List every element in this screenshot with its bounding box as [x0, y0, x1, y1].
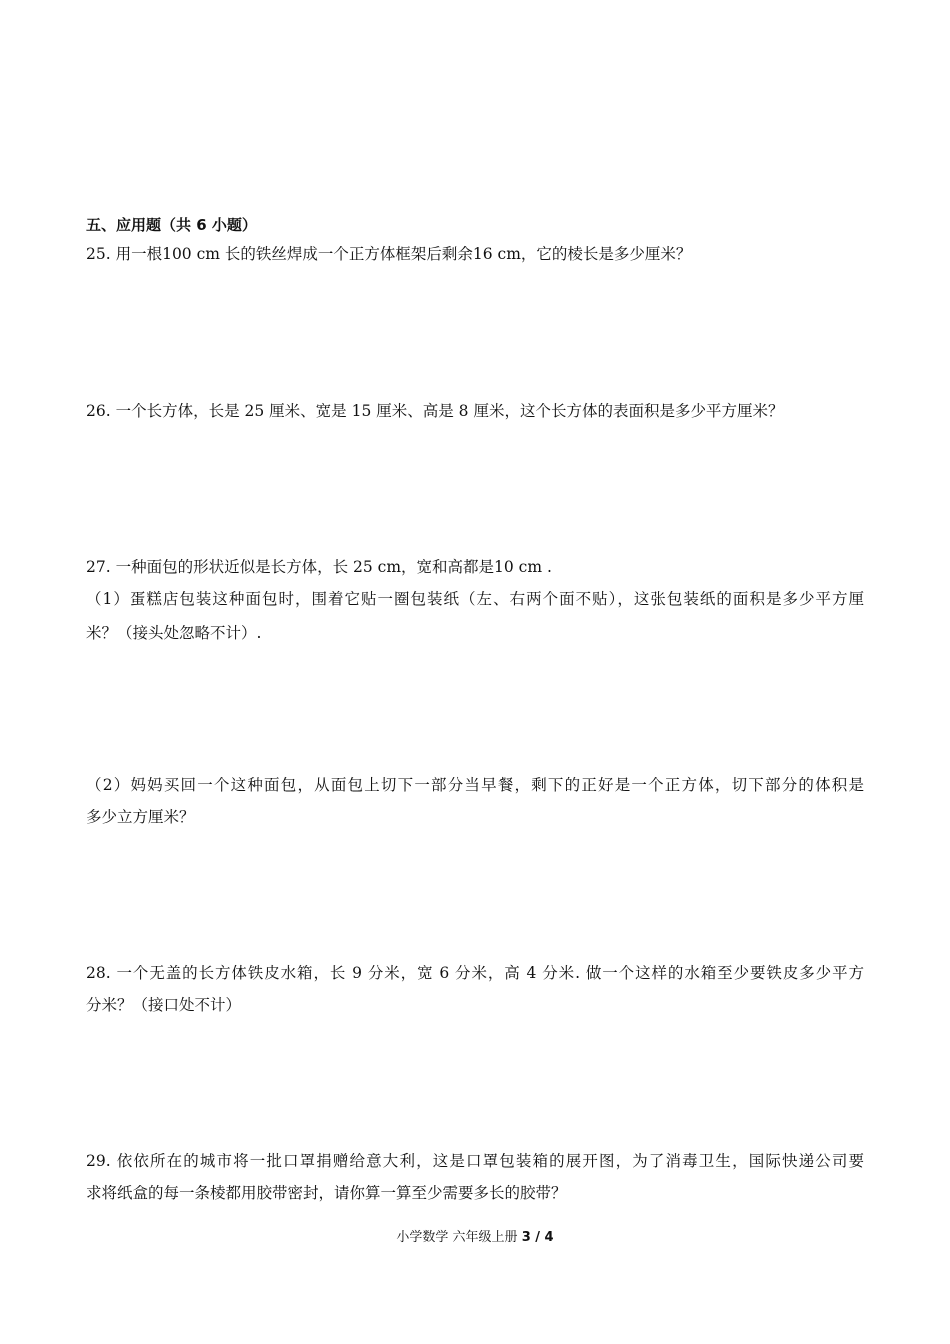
question-27-part-1-line-1: （1）蛋糕店包装这种面包时，围着它贴一圈包装纸（左、右两个面不贴），这张包装纸的面积是多少平方厘 — [86, 590, 864, 608]
question-29-line-1: 29. 依依所在的城市将一批口罩捐赠给意大利，这是口罩包装箱的展开图，为了消毒卫生，国际快递公司要 — [86, 1152, 864, 1170]
page-footer — [0, 1228, 950, 1248]
page-number: 3 / 4 — [521, 1230, 554, 1245]
question-25: 25. 用一根100 cm 长的铁丝焊成一个正方体框架后剩余16 cm，它的棱长是多少厘米？ — [86, 245, 692, 263]
question-26: 26. 一个长方体，长是 25 厘米、宽是 15 厘米、高是 8 厘米，这个长方体的表面积是多少平方厘米？ — [86, 402, 784, 420]
question-27-part-1-line-2: 米？（接头处忽略不计）. — [86, 624, 262, 642]
footer-text: 小学数学 六年级上册 — [396, 1230, 522, 1245]
question-27: 27. 一种面包的形状近似是长方体，长 25 cm，宽和高都是10 cm . — [86, 558, 552, 576]
question-27-part-2-line-1: （2）妈妈买回一个这种面包，从面包上切下一部分当早餐，剩下的正好是一个正方体，切下部分的体积是 — [86, 776, 864, 794]
question-27-part-2-line-2: 多少立方厘米？ — [86, 808, 195, 826]
question-29-line-2: 求将纸盒的每一条棱都用胶带密封，请你算一算至少需要多长的胶带？ — [86, 1184, 567, 1202]
question-28-line-1: 28. 一个无盖的长方体铁皮水箱，长 9 分米，宽 6 分米，高 4 分米. 做一个这样的水箱至少要铁皮多少平方 — [86, 964, 864, 982]
question-28-line-2: 分米？（接口处不计） — [86, 996, 242, 1014]
section-title: 五、应用题（共 6 小题） — [86, 216, 257, 234]
